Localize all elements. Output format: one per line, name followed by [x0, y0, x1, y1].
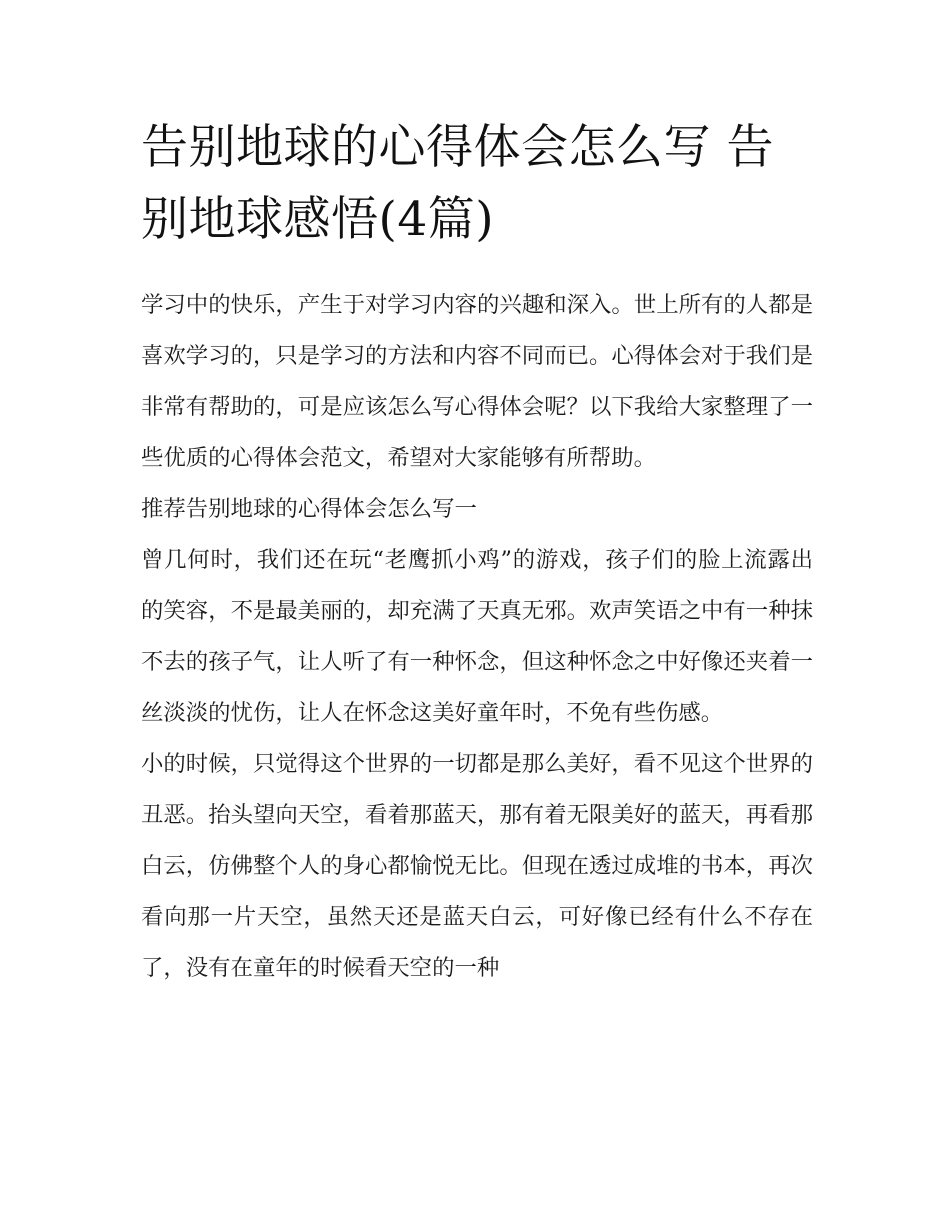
body-paragraph: 小的时候，只觉得这个世界的一切都是那么美好，看不见这个世界的丑恶。抬头望向天空，看着那蓝天，那有着无限美好的蓝天，再看那白云，仿佛整个人的身心都愉悦无比。但现在透过成堆的书本，再次看向那一片天空，虽然天还是蓝天白云，可好像已经有什么不存在了，没有在童年的时候看天空的一种	[141, 751, 813, 981]
body-paragraph: 曾几何时，我们还在玩“老鹰抓小鸡”的游戏，孩子们的脸上流露出的笑容，不是最美丽的，却充满了天真无邪。欢声笑语之中有一种抹不去的孩子气，让人听了有一种怀念，但这种怀念之中好像还夹着一丝淡淡的忧伤，让人在怀念这美好童年时，不免有些伤感。	[141, 547, 813, 726]
document-title: 告别地球的心得体会怎么写 告别地球感悟(4篇)	[141, 120, 774, 247]
document-body	[141, 280, 813, 994]
section-heading: 推荐告别地球的心得体会怎么写一	[141, 496, 477, 522]
document-page	[141, 112, 813, 994]
intro-paragraph: 学习中的快乐，产生于对学习内容的兴趣和深入。世上所有的人都是喜欢学习的，只是学习的方法和内容不同而已。心得体会对于我们是非常有帮助的，可是应该怎么写心得体会呢？以下我给大家整理了一些优质的心得体会范文，希望对大家能够有所帮助。	[141, 292, 813, 471]
